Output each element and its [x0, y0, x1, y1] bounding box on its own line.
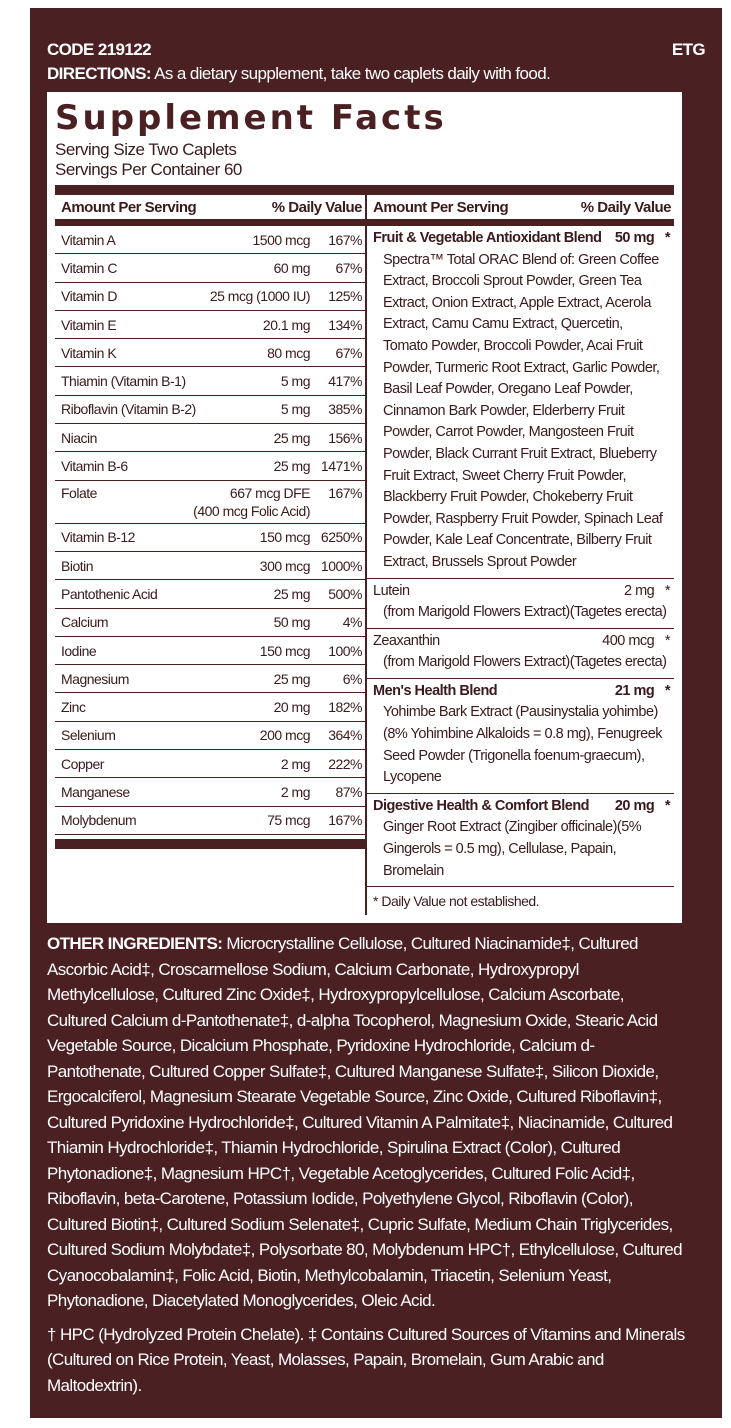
nutrient-row	[55, 424, 365, 452]
nutrient-amount: 2 mg	[280, 755, 310, 772]
divider-thick	[55, 185, 674, 195]
nutrient-dv: 1471%	[320, 458, 362, 475]
nutrient-row	[55, 226, 365, 254]
nutrient-row	[55, 367, 365, 395]
nutrient-amount: 1500 mcg	[252, 231, 310, 248]
nutrient-dv: 364%	[328, 727, 362, 744]
blend-name: Digestive Health & Comfort Blend	[373, 797, 590, 814]
nutrient-name: Folate	[61, 484, 97, 501]
nutrient-amount: 150 mcg	[259, 642, 310, 659]
blend-description: Ginger Root Extract (Zingiber officinale)(5% Gingerols = 0.5 mg), Cellulase, Papain, Bromelain	[383, 819, 642, 879]
product-code: CODE 219122	[47, 40, 151, 59]
divider-thick	[367, 219, 674, 226]
blend-row	[367, 679, 674, 794]
nutrient-name: Magnesium	[61, 670, 129, 687]
nutrient-dv: 1000%	[320, 557, 362, 574]
serving-size: Serving Size Two Caplets	[55, 140, 237, 159]
blend-description: Yohimbe Bark Extract (Pausinystalia yohimbe) (8% Yohimbine Alkaloids = 0.8 mg), Fenugreek Seed Powder (Trigonella foenum-graecum), Lycopene	[383, 704, 663, 786]
nutrient-name: Vitamin C	[61, 259, 117, 276]
blend-name: Lutein	[373, 582, 410, 599]
blend-name: Men's Health Blend	[373, 682, 498, 699]
nutrient-amount: 50 mg	[273, 614, 310, 631]
nutrient-dv: 500%	[328, 585, 362, 602]
nutrient-row	[55, 722, 365, 750]
nutrient-row	[55, 807, 365, 835]
nutrient-name: Selenium	[61, 727, 116, 744]
nutrient-row	[55, 637, 365, 665]
blend-row	[367, 579, 674, 629]
nutrient-amount: 60 mg	[273, 259, 310, 276]
blend-name: Fruit & Vegetable Antioxidant Blend	[373, 230, 602, 246]
nutrient-row	[55, 750, 365, 778]
nutrient-name: Zinc	[61, 699, 86, 716]
blend-name: Zeaxanthin	[373, 632, 440, 649]
nutrient-amount: 25 mg	[273, 429, 310, 446]
nutrient-name: Manganese	[61, 783, 130, 800]
nutrient-name: Riboflavin (Vitamin B-2)	[61, 401, 196, 418]
nutrient-amount: 80 mcg	[267, 344, 310, 361]
nutrient-row	[55, 778, 365, 806]
nutrient-dv: 67%	[335, 344, 362, 361]
nutrient-dv: 167%	[328, 231, 362, 248]
nutrient-dv: 100%	[328, 642, 362, 659]
blend-dv: *	[664, 582, 670, 599]
blend-row	[367, 226, 674, 579]
nutrient-amount: 75 mcg	[267, 812, 310, 829]
blend-description: (from Marigold Flowers Extract)(Tagetes erecta)	[383, 604, 667, 621]
nutrient-name: Thiamin (Vitamin B-1)	[61, 373, 186, 390]
nutrient-amount: 25 mg	[273, 458, 310, 475]
nutrient-name: Vitamin E	[61, 316, 117, 333]
other-ingredients	[47, 931, 687, 1314]
nutrient-row	[55, 552, 365, 580]
nutrient-name: Calcium	[61, 614, 109, 631]
blend-row	[367, 629, 674, 679]
nutrient-rows	[55, 226, 365, 835]
nutrient-amount: 200 mcg	[259, 727, 310, 744]
blend-amount: 20 mg	[614, 797, 655, 814]
label-background	[30, 8, 722, 1418]
nutrient-amount: 25 mg	[273, 585, 310, 602]
nutrient-row	[55, 665, 365, 693]
etg-code: ETG	[671, 40, 705, 59]
amount-header: Amount Per Serving	[61, 198, 197, 216]
blend-rows	[367, 226, 674, 887]
nutrient-row	[55, 452, 365, 480]
facts-columns	[55, 195, 674, 915]
directions-label: DIRECTIONS:	[47, 64, 151, 83]
blend-amount: 400 mcg	[602, 632, 655, 649]
blends-column	[367, 195, 674, 915]
servings-per-container: Servings Per Container 60	[55, 160, 242, 179]
nutrient-row	[55, 609, 365, 637]
nutrient-name: Pantothenic Acid	[61, 585, 158, 602]
nutrient-name: Vitamin B-12	[61, 529, 135, 546]
nutrient-dv: 385%	[328, 401, 362, 418]
nutrient-name: Niacin	[61, 429, 97, 446]
other-ingredients-label: OTHER INGREDIENTS:	[47, 934, 223, 954]
nutrient-row	[55, 524, 365, 552]
vitamins-column	[55, 195, 365, 915]
nutrient-amount: 20.1 mg	[262, 316, 310, 333]
dv-header: % Daily Value	[580, 198, 671, 216]
nutrient-name: Vitamin B-6	[61, 458, 128, 475]
blend-dv: *	[664, 797, 670, 814]
directions	[47, 62, 705, 86]
nutrient-dv: 182%	[328, 699, 362, 716]
nutrient-dv: 6%	[342, 670, 362, 687]
footnote: † HPC (Hydrolyzed Protein Chelate). ‡ Contains Cultured Sources of Vitamins and Minerals (Cultured on Rice Protein, Yeast, Molasses, Papain, Bromelain, Gum Arabic and Maltodextrin).	[47, 1324, 685, 1395]
nutrient-dv: 67%	[335, 259, 362, 276]
nutrient-amount: 25 mcg (1000 IU)	[209, 288, 310, 305]
blend-row	[367, 794, 674, 887]
nutrient-dv: 6250%	[320, 529, 362, 546]
blend-description: Spectra™ Total ORAC Blend of: Green Coffee Extract, Broccoli Sprout Powder, Green Tea Extract, Onion Extract, Apple Extract, Acerola Extract, Camu Camu Extract, Quercetin, Tomato Powder, Broccoli Powder, Acai Fruit Powder, Turmeric Root Extract, Garlic Powder, Basil Leaf Powder, Oregano Leaf Powder, Cinnamon Bark Powder, Elderberry Fruit Powder, Carrot Powder, Mangosteen Fruit Powder, Black Currant Fruit Extract, Blueberry Fruit Extract, Sweet Cherry Fruit Powder, Blackberry Fruit Powder, Chokeberry Fruit Powder, Raspberry Fruit Powder, Spinach Leaf Powder, Kale Leaf Concentrate, Bilberry Fruit Extract, Brussels Sprout Powder	[383, 251, 663, 570]
nutrient-dv: 4%	[342, 614, 362, 631]
nutrient-name: Vitamin K	[61, 344, 117, 361]
nutrient-dv: 222%	[328, 755, 362, 772]
nutrient-dv: 156%	[328, 429, 362, 446]
nutrient-amount: 5 mg	[280, 373, 310, 390]
nutrient-row	[55, 396, 365, 424]
panel-title: Supplement Facts	[55, 98, 447, 138]
nutrient-dv: 125%	[328, 288, 362, 305]
blend-dv: *	[664, 682, 670, 699]
directions-text: As a dietary supplement, take two caplets daily with food.	[154, 64, 551, 83]
nutrient-amount: 20 mg	[273, 699, 310, 716]
nutrient-row	[55, 693, 365, 721]
other-ingredients-text: Microcrystalline Cellulose, Cultured Niacinamide‡, Cultured Ascorbic Acid‡, Croscarmellose Sodium, Calcium Carbonate, Hydroxypropyl Methylcellulose, Cultured Zinc Oxide‡, Hydroxypropylcellulose, Calcium Ascorbate, Cultured Calcium d-Pantothenate‡, d-alpha Tocopherol, Magnesium Oxide, Stearic Acid Vegetable Source, Dicalcium Phosphate, Pyridoxine Hydrochloride, Calcium d-Pantothenate, Cultured Copper Sulfate‡, Cultured Manganese Sulfate‡, Silicon Dioxide, Ergocalciferol, Magnesium Stearate Vegetable Source, Zinc Oxide, Cultured Riboflavin‡, Cultured Pyridoxine Hydrochloride‡, Cultured Vitamin A Palmitate‡, Niacinamide, Cultured Thiamin Hydrochloride‡, Thiamin Hydrochloride, Spirulina Extract (Color), Cultured Phytonadione‡, Magnesium HPC†, Vegetable Acetoglycerides, Cultured Folic Acid‡, Riboflavin, beta-Carotene, Potassium Iodide, Polyethylene Glycol, Riboflavin (Color), Cultured Biotin‡, Cultured Sodium Selenate‡, Cupric Sulfate, Medium Chain Triglycerides, Cultured Sodium Molybdate‡, Polysorbate 80, Molybdenum HPC†, Ethylcellulose, Cultured Cyanocobalamin‡, Folic Acid, Biotin, Methylcobalamin, Triacetin, Selenium Yeast, Phytonadione, Diacetylated Monoglycerides, Oleic Acid.	[47, 934, 683, 1311]
nutrient-name: Biotin	[61, 557, 94, 574]
blend-description: (from Marigold Flowers Extract)(Tagetes erecta)	[383, 654, 667, 671]
nutrient-row	[55, 311, 365, 339]
nutrient-amount: 667 mcg DFE	[229, 484, 310, 501]
nutrient-row	[55, 254, 365, 282]
nutrient-name: Vitamin D	[61, 288, 117, 305]
blend-dv: *	[664, 230, 670, 246]
nutrient-name: Molybdenum	[61, 812, 137, 829]
nutrient-row	[55, 339, 365, 367]
nutrient-dv: 167%	[328, 812, 362, 829]
nutrient-amount: 150 mcg	[259, 529, 310, 546]
blend-dv: *	[664, 632, 670, 649]
nutrient-row	[55, 283, 365, 311]
amount-header: Amount Per Serving	[373, 198, 509, 216]
dv-header: % Daily Value	[271, 198, 362, 216]
nutrient-name: Copper	[61, 755, 104, 772]
nutrient-row	[55, 580, 365, 608]
supplement-facts-panel	[47, 92, 682, 923]
blend-amount: 2 mg	[624, 582, 655, 599]
nutrient-name: Vitamin A	[61, 231, 116, 248]
divider-thick	[55, 839, 365, 849]
nutrient-dv: 134%	[328, 316, 362, 333]
nutrient-amount: 300 mcg	[259, 557, 310, 574]
nutrient-amount-detail: (400 mcg Folic Acid)	[193, 502, 310, 519]
blend-amount: 21 mg	[614, 682, 655, 699]
code-row	[47, 38, 705, 62]
nutrient-amount: 5 mg	[280, 401, 310, 418]
nutrient-dv: 167%	[328, 484, 362, 501]
dv-note: * Daily Value not established.	[373, 893, 540, 910]
nutrient-name: Iodine	[61, 642, 97, 659]
nutrient-amount: 2 mg	[280, 783, 310, 800]
nutrient-dv: 87%	[335, 783, 362, 800]
blend-amount: 50 mg	[614, 230, 655, 246]
nutrient-dv: 417%	[328, 373, 362, 390]
divider-thick	[55, 219, 365, 226]
nutrient-amount: 25 mg	[273, 670, 310, 687]
nutrient-row	[55, 481, 365, 524]
